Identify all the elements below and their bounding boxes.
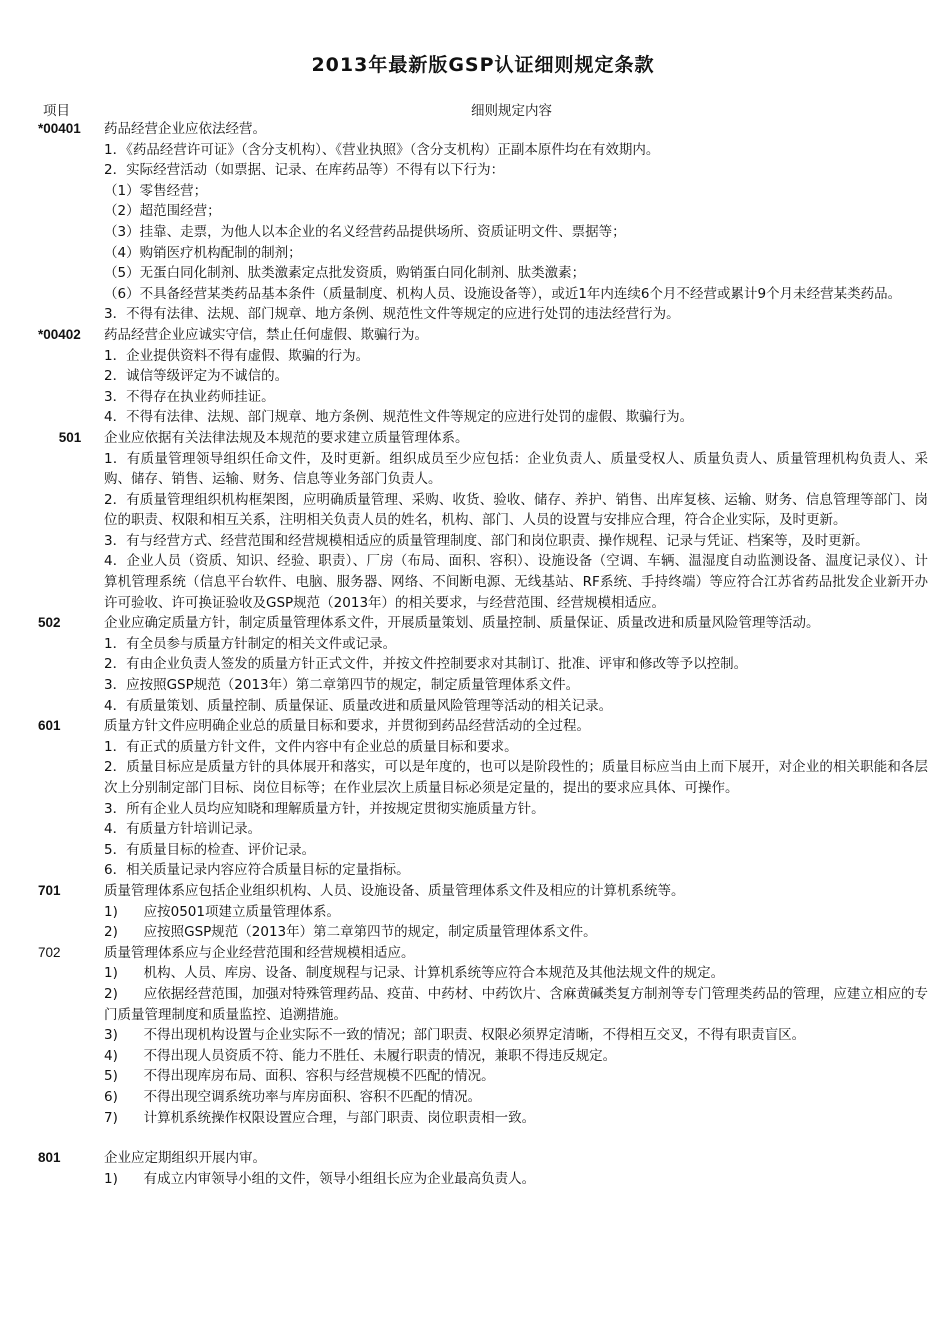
clause-code: 801 — [38, 1150, 61, 1166]
clause-line: 3．应按照GSP规范（2013年）第二章第四节的规定，制定质量管理体系文件。 — [104, 677, 580, 694]
clause-body — [104, 881, 928, 943]
clause-line: （5）无蛋白同化制剂、肽类激素定点批发资质，购销蛋白同化制剂、肽类激素； — [104, 265, 586, 282]
spacer — [38, 1128, 928, 1148]
clause-line: 3．不得存在执业药师挂证。 — [104, 388, 275, 405]
clause-line: 2．质量目标应是质量方针的具体展开和落实，可以是年度的，也可以是阶段性的；质量目标应当由上而下展开，对企业的相关职能和各层次上分别制定部门目标、岗位目标等；在作业层次上质量目标必须是定量的，提出的要求应具体、可操作。 — [104, 759, 928, 796]
clause-code: 502 — [38, 615, 61, 631]
clause-line: 企业应定期组织开展内审。 — [104, 1150, 266, 1167]
clause-line: 3．有与经营方式、经营范围和经营规模相适应的质量管理制度、部门和岗位职责、操作规程、记录与凭证、档案等，及时更新。 — [104, 532, 869, 549]
clause-code: *00402 — [38, 326, 81, 342]
clause-line: 1．有正式的质量方针文件，文件内容中有企业总的质量目标和要求。 — [104, 738, 518, 755]
clause-line: （2）超范围经营； — [104, 203, 221, 220]
clause-line: 4．不得有法律、法规、部门规章、地方条例、规范性文件等规定的应进行处罚的虚假、欺骗行为。 — [104, 409, 694, 426]
clause-line: 4．有质量方针培训记录。 — [104, 821, 262, 838]
clause-line: 2) 应按照GSP规范（2013年）第二章第四节的规定，制定质量管理体系文件。 — [104, 924, 597, 941]
clause-item — [38, 325, 928, 428]
clause-item — [38, 428, 928, 613]
clause-line: 1) 机构、人员、库房、设备、制度规程与记录、计算机系统等应符合本规范及其他法规文件的规定。 — [104, 965, 725, 982]
clause-line: 6) 不得出现空调系统功率与库房面积、容积不匹配的情况。 — [104, 1088, 482, 1105]
clause-line: 2．有由企业负责人签发的质量方针正式文件，并按文件控制要求对其制订、批准、评审和修改等予以控制。 — [104, 656, 748, 673]
clause-list — [38, 119, 928, 1189]
clause-code: 501 — [58, 429, 82, 445]
clause-line: 5) 不得出现库房布局、面积、容积与经营规模不匹配的情况。 — [104, 1068, 495, 1085]
clause-body — [104, 119, 928, 325]
clause-line: 4) 不得出现人员资质不符、能力不胜任、未履行职责的情况，兼职不得违反规定。 — [104, 1047, 617, 1064]
clause-item — [38, 943, 928, 1128]
clause-body — [104, 325, 928, 428]
clause-line: 2．诚信等级评定为不诚信的。 — [104, 368, 289, 385]
document-title: 2013年最新版GSP认证细则规定条款 — [311, 54, 655, 76]
clause-line: 1．企业提供资料不得有虚假、欺骗的行为。 — [104, 347, 370, 364]
clause-code: 601 — [38, 718, 61, 734]
clause-line: 5．有质量目标的检查、评价记录。 — [104, 841, 316, 858]
clause-body — [104, 613, 928, 716]
clause-body — [104, 1148, 928, 1189]
clause-line: 3) 不得出现机构设置与企业实际不一致的情况；部门职责、权限必须界定清晰，不得相互交叉，不得有职责盲区。 — [104, 1027, 806, 1044]
clause-item — [38, 881, 928, 943]
clause-line: （6）不具备经营某类药品基本条件（质量制度、机构人员、设施设备等），或近1年内连续6个月不经营或累计9个月未经营某类药品。 — [104, 285, 902, 302]
clause-line: （1）零售经营； — [104, 182, 208, 199]
clause-code: 701 — [38, 882, 61, 898]
clause-body — [104, 943, 928, 1128]
clause-line: 企业应依据有关法律法规及本规范的要求建立质量管理体系。 — [104, 429, 469, 446]
clause-line: 6．相关质量记录内容应符合质量目标的定量指标。 — [104, 862, 410, 879]
clause-line: 2) 应依据经营范围，加强对特殊管理药品、疫苗、中药材、中药饮片、含麻黄碱类复方制剂等专门管理类药品的管理，应建立相应的专门质量管理制度和质量监控、追溯措施。 — [104, 985, 928, 1023]
clause-line: 企业应确定质量方针，制定质量管理体系文件，开展质量策划、质量控制、质量保证、质量改进和质量风险管理等活动。 — [104, 615, 820, 632]
clause-item — [38, 613, 928, 716]
clause-line: 1) 有成立内审领导小组的文件，领导小组组长应为企业最高负责人。 — [104, 1170, 536, 1187]
clause-code: *00401 — [38, 121, 81, 136]
content-column-label: 细则规定内容 — [471, 103, 552, 119]
clause-line: （4）购销医疗机构配制的制剂； — [104, 244, 302, 261]
clause-item — [38, 119, 928, 325]
clause-line: （3）挂靠、走票，为他人以本企业的名义经营药品提供场所、资质证明文件、票据等； — [104, 223, 626, 240]
clause-line: 质量管理体系应与企业经营范围和经营规模相适应。 — [104, 944, 415, 961]
clause-line: 3．所有企业人员均应知晓和理解质量方针，并按规定贯彻实施质量方针。 — [104, 800, 545, 817]
clause-line: 4．企业人员（资质、知识、经验、职责）、厂房（布局、面积、容积）、设施设备（空调、车辆、温湿度自动监测设备、温度记录仪）、计算机管理系统（信息平台软件、电脑、服务器、网络、不间断电源、无线基站、RF系统、手持终端）等应符合江苏省药品批发企业新开办许可验收、许可换证验收及GSP规范（2013年）的相关要求，与经营范围、经营规模相适应。 — [104, 553, 928, 611]
column-header — [38, 99, 928, 119]
clause-line: 1) 应按0501项建立质量管理体系。 — [104, 903, 340, 920]
clause-line: 质量方针文件应明确企业总的质量目标和要求，并贯彻到药品经营活动的全过程。 — [104, 718, 590, 735]
clause-line: 1．有质量管理领导组织任命文件，及时更新。组织成员至少应包括：企业负责人、质量受权人、质量负责人、质量管理机构负责人、采购、储存、销售、运输、财务、信息等业务部门负责人。 — [104, 450, 928, 488]
clause-item — [38, 716, 928, 881]
clause-line: 药品经营企业应依法经营。 — [104, 121, 266, 137]
clause-line: 4．有质量策划、质量控制、质量保证、质量改进和质量风险管理等活动的相关记录。 — [104, 697, 613, 714]
clause-line: 2．实际经营活动（如票据、记录、在库药品等）不得有以下行为： — [104, 162, 505, 179]
clause-line: 7) 计算机系统操作权限设置应合理，与部门职责、岗位职责相一致。 — [104, 1109, 536, 1126]
code-column-label: 项目 — [43, 103, 70, 119]
clause-line: 3．不得有法律、法规、部门规章、地方条例、规范性文件等规定的应进行处罚的违法经营行为。 — [104, 306, 680, 323]
clause-code: 702 — [38, 944, 61, 960]
clause-line: 药品经营企业应诚实守信，禁止任何虚假、欺骗行为。 — [104, 326, 428, 343]
clause-line: 1．《药品经营许可证》（含分支机构）、《营业执照》（含分支机构）正副本原件均在有效期内。 — [104, 141, 660, 158]
clause-body — [104, 428, 928, 613]
clause-item — [38, 1148, 928, 1189]
clause-body — [104, 716, 928, 881]
clause-line: 2．有质量管理组织机构框架图，应明确质量管理、采购、收货、验收、储存、养护、销售、出库复核、运输、财务、信息管理等部门、岗位的职责、权限和相互关系，注明相关负责人员的姓名，机构、部门、人员的设置与安排应合理，符合企业实际，及时更新。 — [104, 491, 928, 529]
clause-line: 1．有全员参与质量方针制定的相关文件或记录。 — [104, 635, 397, 652]
clause-line: 质量管理体系应包括企业组织机构、人员、设施设备、质量管理体系文件及相应的计算机系统等。 — [104, 882, 685, 899]
